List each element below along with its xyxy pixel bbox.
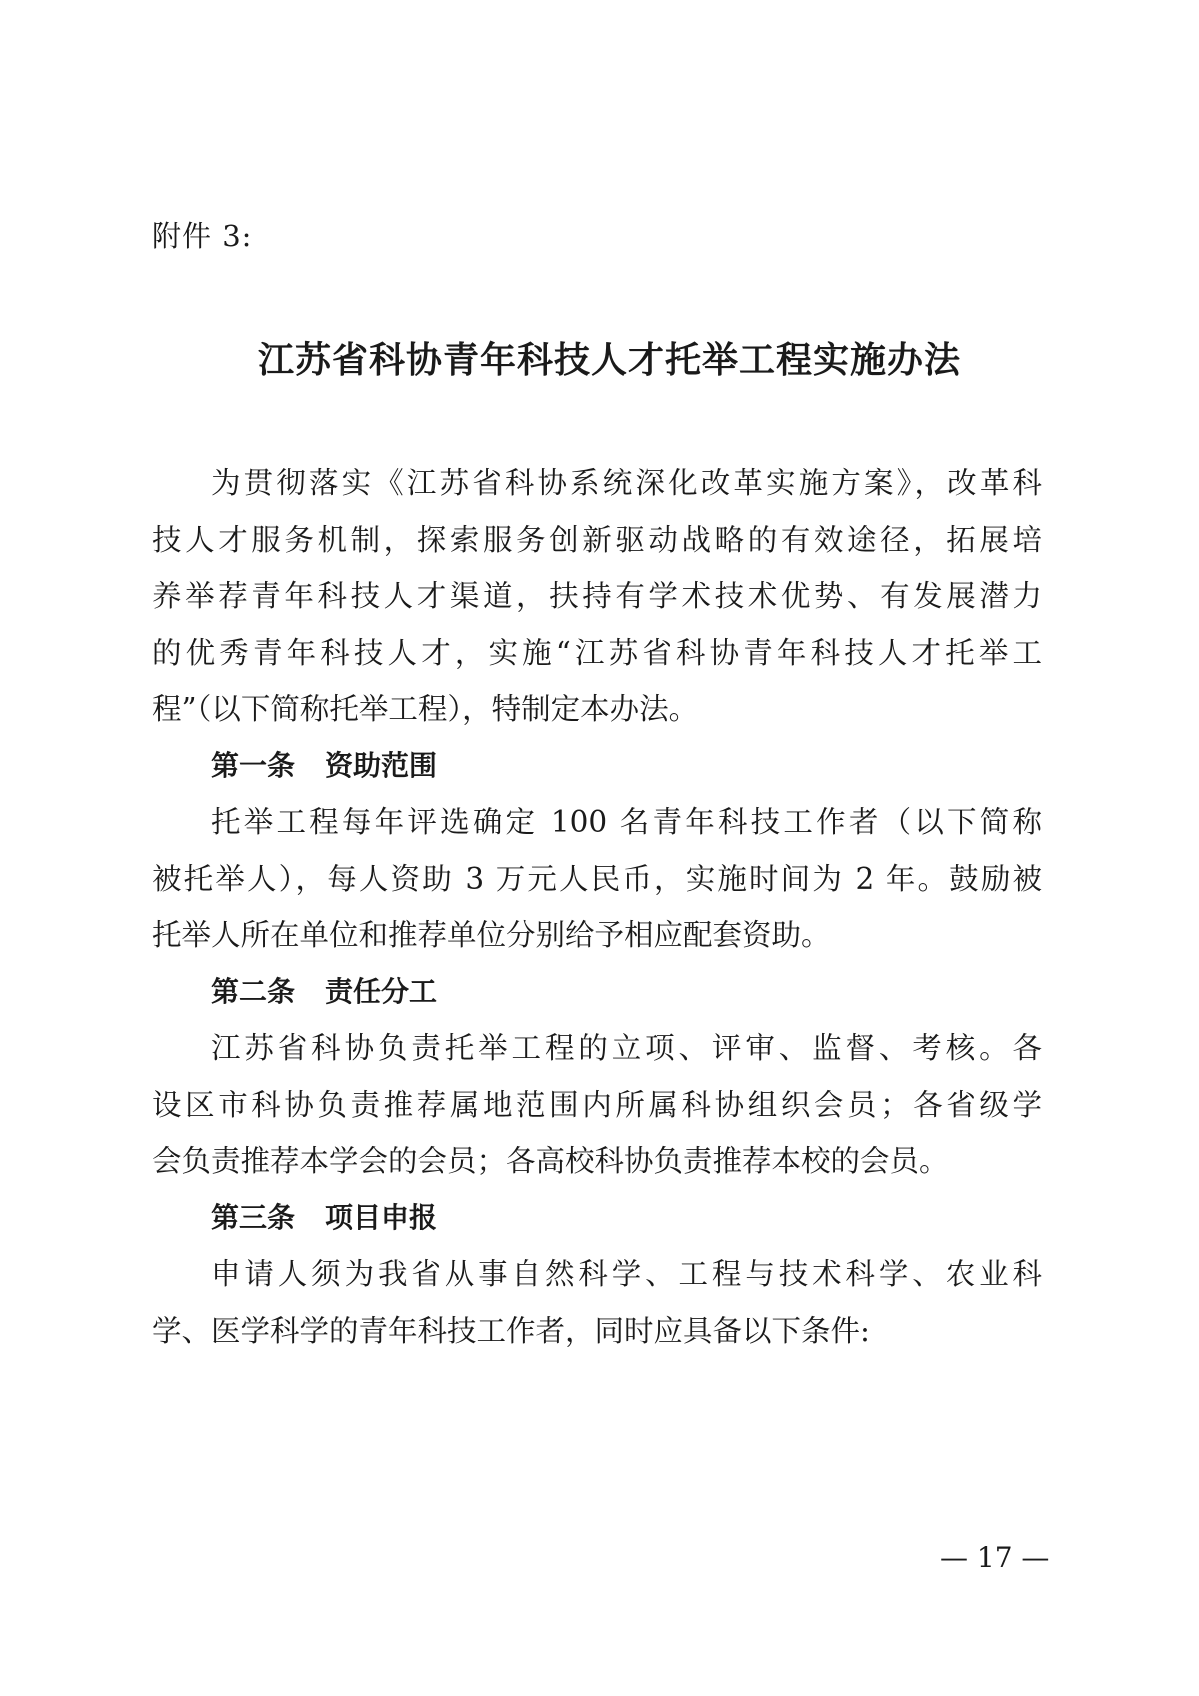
article-title: 责任分工: [325, 974, 438, 1008]
article-number: 第三条: [211, 1200, 296, 1234]
paragraph-line: 技人才服务机制，探索服务创新驱动战略的有效途径，拓展培: [152, 522, 1042, 557]
paragraph-line: 为贯彻落实《江苏省科协系统深化改革实施方案》，改革科: [211, 466, 1042, 500]
paragraph-line: 养举荐青年科技人才渠道，扶持有学术技术优势、有发展潜力: [152, 579, 1042, 613]
article-heading: [152, 964, 1042, 1021]
paragraph-line: 学、医学科学的青年科技工作者，同时应具备以下条件:: [152, 1313, 870, 1348]
article-number: 第二条: [211, 974, 296, 1008]
article-heading: [152, 1190, 1042, 1247]
article-3: [152, 1190, 1042, 1360]
paragraph-line: 会负责推荐本学会的会员；各高校科协负责推荐本校的会员。: [152, 1144, 949, 1178]
paragraph-line: 托举人所在单位和推荐单位分别给予相应配套资助。: [152, 918, 831, 952]
paragraph-line: 设区市科协负责推荐属地范围内所属科协组织会员；各省级学: [152, 1087, 1042, 1122]
page-number: — 17 —: [940, 1541, 1050, 1574]
paragraph-line: 申请人须为我省从事自然科学、工程与技术科学、农业科: [211, 1257, 1042, 1291]
article-2: [152, 964, 1042, 1190]
article-title: 项目申报: [325, 1200, 438, 1234]
paragraph-line: 程”（以下简称托举工程），特制定本办法。: [152, 692, 699, 726]
paragraph-line: 被托举人），每人资助 3 万元人民币，实施时间为 2 年。鼓励被: [152, 861, 1042, 896]
intro-paragraph: [152, 455, 1042, 738]
article-number: 第一条: [211, 748, 296, 782]
document-body: [152, 455, 1042, 1359]
attachment-label: 附件 3:: [152, 219, 253, 253]
document-title: 江苏省科协青年科技人才托举工程实施办法: [257, 339, 961, 381]
paragraph-line: 托举工程每年评选确定 100 名青年科技工作者（以下简称: [211, 805, 1042, 839]
article-1: [152, 738, 1042, 964]
article-heading: [152, 738, 1042, 795]
paragraph-line: 的优秀青年科技人才，实施“江苏省科协青年科技人才托举工: [152, 635, 1042, 670]
paragraph-line: 江苏省科协负责托举工程的立项、评审、监督、考核。各: [211, 1031, 1042, 1065]
article-title: 资助范围: [325, 748, 438, 782]
